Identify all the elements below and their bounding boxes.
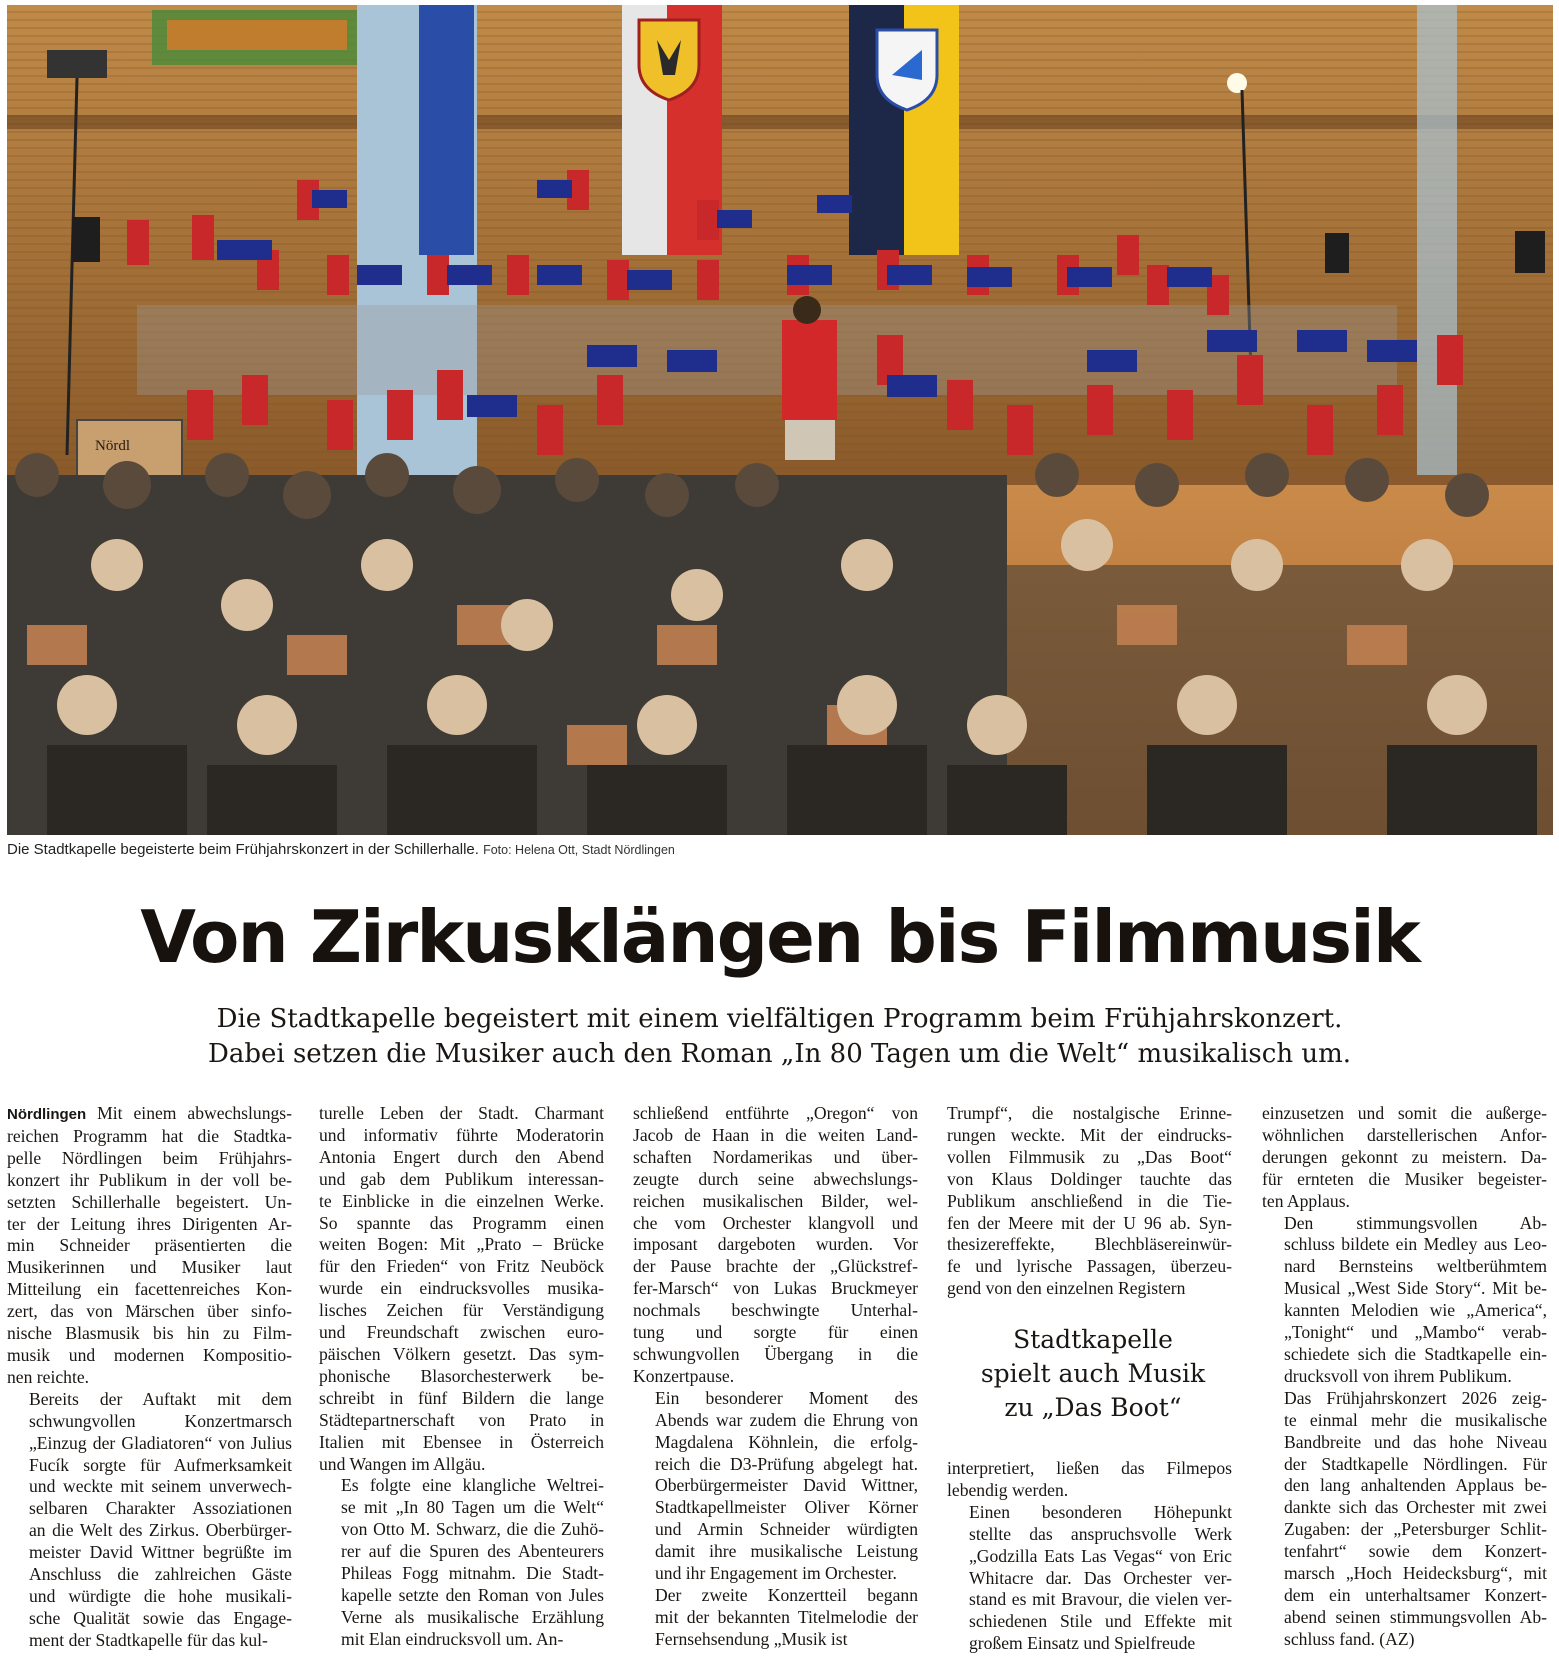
text-line: lebendig werden. bbox=[947, 1479, 1069, 1500]
text-line: stellte das anspruchsvolle Werk bbox=[969, 1523, 1232, 1544]
text-line: zert, das von Märschen über sinfo- bbox=[7, 1301, 292, 1322]
text-line: Den stimmungsvollen Ab- bbox=[1284, 1212, 1547, 1233]
stage-light bbox=[47, 50, 107, 78]
text-line: selbaren Charakter Assoziationen bbox=[29, 1498, 292, 1519]
text-line: für den Frieden“ von Fritz Neuböck bbox=[319, 1256, 604, 1277]
text-line: Whitacre dar. Das Orchester ver- bbox=[969, 1567, 1232, 1588]
text-line: reich die D3-Prüfung abgelegt hat. bbox=[655, 1453, 918, 1474]
text-line: tung und sorgte für einen bbox=[633, 1322, 918, 1343]
speaker-right bbox=[1515, 231, 1545, 273]
text-line: und informativ führte Moderatorin bbox=[319, 1124, 604, 1145]
concert-photo bbox=[7, 5, 1553, 835]
photo-credit: Foto: Helena Ott, Stadt Nördlingen bbox=[483, 843, 675, 857]
text-line: schiedete sich die Stadtkapelle ein- bbox=[1284, 1343, 1547, 1364]
text-line: „Einzug der Gladiatoren“ von Julius bbox=[29, 1432, 292, 1453]
text-line: Stadtkapellmeister Oliver Körner bbox=[655, 1497, 918, 1518]
text-line: schaften Nordamerikas und über- bbox=[633, 1146, 918, 1167]
text-line: nard Bernsteins weltberühmtem bbox=[1284, 1256, 1547, 1277]
text-line: Antonia Engert durch den Abend bbox=[319, 1146, 604, 1167]
text-line: schreibt in fünf Bildern die lange bbox=[319, 1387, 604, 1408]
text-line: von Otto M. Schwarz, die die Zuhö- bbox=[341, 1519, 604, 1540]
dateline: Nördlingen bbox=[7, 1106, 87, 1123]
text-line: meister David Wittner begrüßte im bbox=[29, 1542, 292, 1563]
text-line: se mit „In 80 Tagen um die Welt“ bbox=[341, 1497, 604, 1518]
text-line: Musikerinnen und Musiker laut bbox=[7, 1257, 292, 1278]
text-line: Italien mit Ebensee in Österreich bbox=[319, 1431, 604, 1452]
text-line: Verne als musikalische Erzählung bbox=[341, 1606, 604, 1627]
text-line: zeugte durch seine abwechslungs- bbox=[633, 1168, 918, 1189]
text-line: Städtepartnerschaft von Prato in bbox=[319, 1409, 604, 1430]
paragraph bbox=[7, 1103, 292, 1126]
text-line: vollen Filmmusik zu „Das Boot“ bbox=[947, 1146, 1232, 1167]
text-line: und Wangen im Allgäu. bbox=[319, 1453, 486, 1474]
text-line: pelle Nördlingen beim Frühjahrs- bbox=[7, 1147, 292, 1168]
text-line: großem Einsatz und Spielfreude bbox=[969, 1633, 1196, 1654]
text-line: weiten Bogen: Mit „Prato – Brücke bbox=[319, 1234, 604, 1255]
text-line: reichen musikalischen Bilder, wel- bbox=[633, 1190, 918, 1211]
article-column-5 bbox=[1262, 1103, 1547, 1651]
text-line: lisches Zeichen für Verständigung bbox=[319, 1300, 604, 1321]
text-line: Es folgte eine klangliche Weltrei- bbox=[341, 1475, 604, 1496]
text-line: Ein besonderer Moment des bbox=[655, 1387, 918, 1408]
text-line: und würdigte die hohe musikali- bbox=[29, 1585, 292, 1606]
text-line: Trumpf“, die nostalgische Erinne- bbox=[947, 1103, 1232, 1123]
text-line: der Pause brachte der „Glückstref- bbox=[633, 1256, 918, 1277]
text-line: und Armin Schneider würdigten bbox=[655, 1519, 918, 1540]
text-line: schluss bildete ein Medley aus Leo- bbox=[1284, 1234, 1547, 1255]
text-line: Einen besonderen Höhepunkt bbox=[969, 1501, 1232, 1522]
text-line: für ernteten die Musiker begeister- bbox=[1262, 1168, 1547, 1189]
text-line: dem ein unterhaltsamer Konzert- bbox=[1284, 1584, 1547, 1605]
paragraph bbox=[633, 1388, 918, 1585]
subhead-line: Dabei setzen die Musiker auch den Roman „In 80 Tagen um die Welt“ musikalisch um. bbox=[207, 1039, 1352, 1069]
text-line: der Stadtkapelle Nördlingen. Für bbox=[1284, 1453, 1547, 1474]
text-line: rer auf die Spuren des Abenteurers bbox=[341, 1541, 604, 1562]
article-column-4 bbox=[947, 1103, 1232, 1300]
text-line: turelle Leben der Stadt. Charmant bbox=[319, 1103, 604, 1123]
paragraph bbox=[947, 1502, 1232, 1655]
text-line: mit Elan eindrucksvoll um. An- bbox=[341, 1628, 564, 1649]
paragraph bbox=[633, 1103, 918, 1388]
text-line: an die Welt des Zirkus. Oberbürger- bbox=[29, 1520, 292, 1541]
text-line: Musical „West Side Story“. Mit be- bbox=[1284, 1278, 1547, 1299]
text-line: Anschluss die zahlreichen Gäste bbox=[29, 1564, 292, 1585]
text-line: den lang anhaltenden Applaus be- bbox=[1284, 1475, 1547, 1496]
text-line: drucksvoll von ihrem Publikum. bbox=[1284, 1365, 1512, 1386]
text-line: Magdalena Köhnlein, die erfolg- bbox=[655, 1431, 918, 1452]
paragraph bbox=[947, 1458, 1232, 1502]
text-line: abend seinen stimmungsvollen Ab- bbox=[1284, 1606, 1547, 1627]
paragraph bbox=[319, 1103, 604, 1475]
text-line: Bandbreite und das hohe Niveau bbox=[1284, 1431, 1547, 1452]
text-line: Der zweite Konzertteil begann bbox=[655, 1584, 918, 1605]
text-line: einzusetzen und somit die außerge- bbox=[1262, 1103, 1547, 1123]
text-line: Bereits der Auftakt mit dem bbox=[29, 1388, 292, 1409]
text-line: ten Applaus. bbox=[1262, 1190, 1350, 1211]
text-line: rungen weckte. Mit der eindrucks- bbox=[947, 1124, 1232, 1145]
text-line: kannten Melodien wie „America“, bbox=[1284, 1300, 1547, 1321]
text-line: von Klaus Doldinger tauchte das bbox=[947, 1168, 1232, 1189]
text-line: und Freundschaft zwischen euro- bbox=[319, 1322, 604, 1343]
paragraph bbox=[1262, 1213, 1547, 1388]
text-line: schiedenen Stile und Effekte mit bbox=[969, 1611, 1232, 1632]
text-line: mit der bekannten Titelmelodie der bbox=[655, 1606, 918, 1627]
stage-banner-text: Nördl bbox=[95, 438, 130, 454]
text-line: sche Qualität sowie das Engage- bbox=[29, 1607, 292, 1628]
paragraph bbox=[633, 1585, 918, 1651]
text-line: dankte sich das Orchester mit zwei bbox=[1284, 1497, 1547, 1518]
text-line: päischen Völkern gesetzt. Das sym- bbox=[319, 1343, 604, 1364]
speaker-left bbox=[72, 217, 100, 262]
text-line: interpretiert, ließen das Filmepos bbox=[947, 1458, 1232, 1478]
pull-quote-line: spielt auch Musik bbox=[980, 1359, 1206, 1388]
text-line: Fernsehsendung „Musik ist bbox=[655, 1628, 848, 1649]
paragraph bbox=[1262, 1388, 1547, 1651]
text-line: kapelle setzte den Roman von Jules bbox=[341, 1584, 604, 1605]
text-line: Publikum anschließend in die Tie- bbox=[947, 1190, 1232, 1211]
text-line: fen der Meere mit der U 96 ab. Syn- bbox=[947, 1212, 1232, 1233]
text-line: Das Frühjahrskonzert 2026 zeig- bbox=[1284, 1387, 1547, 1408]
text-line: schwungvollen Übergang in die bbox=[633, 1343, 918, 1364]
text-line: che vom Orchester klangvoll und bbox=[633, 1212, 918, 1233]
text-line: schwungvollen Konzertmarsch bbox=[29, 1410, 292, 1431]
text-line: te Einblicke in die einzelnen Werke. bbox=[319, 1190, 604, 1211]
text-line: nen reichte. bbox=[7, 1366, 90, 1387]
article-column-2 bbox=[319, 1103, 604, 1651]
pull-quote-line: zu „Das Boot“ bbox=[1004, 1393, 1182, 1422]
text-line: Jacob de Haan in die weiten Land- bbox=[633, 1124, 918, 1145]
text-line: derungen gekonnt zu meistern. Da- bbox=[1262, 1146, 1547, 1167]
conductor bbox=[782, 320, 837, 420]
flag-blue bbox=[419, 5, 474, 255]
text-line: setzten Schillerhalle begeistert. Un- bbox=[7, 1191, 292, 1212]
photo-caption bbox=[7, 841, 1553, 859]
text-line: Konzertpause. bbox=[633, 1365, 735, 1386]
paragraph bbox=[7, 1126, 292, 1389]
text-line: Zugaben: der „Petersburger Schlit- bbox=[1284, 1519, 1547, 1540]
text-line: wöhnlichen darstellerischen Anfor- bbox=[1262, 1124, 1547, 1145]
text-line: min Schneider präsentierten die bbox=[7, 1235, 292, 1256]
text-line: Mitteilung ein facettenreiches Kon- bbox=[7, 1279, 292, 1300]
text-line: schluss fand. (AZ) bbox=[1284, 1628, 1415, 1649]
text-line: und gab dem Publikum interessan- bbox=[319, 1168, 604, 1189]
text-line: fe und lyrische Passagen, überzeu- bbox=[947, 1256, 1232, 1277]
text-line: marsch „Hoch Heidecksburg“, mit bbox=[1284, 1563, 1547, 1584]
text-line: imposant dargeboten wurden. Vor bbox=[633, 1234, 918, 1255]
text-line: und ihr Engagement im Orchester. bbox=[655, 1563, 897, 1584]
paragraph bbox=[319, 1475, 604, 1650]
text-line: stand es mit Bravour, die vielen ver- bbox=[969, 1589, 1232, 1610]
text-line: schließend entführte „Oregon“ von bbox=[633, 1103, 918, 1123]
text-line: fer-Marsch“ von Lukas Bruckmeyer bbox=[633, 1278, 918, 1299]
pull-quote bbox=[948, 1323, 1238, 1425]
pull-quote-line: Stadtkapelle bbox=[1013, 1325, 1173, 1354]
text-line: thesizereffekte, Blechbläsereinwür- bbox=[947, 1234, 1232, 1255]
text-line: nische Blasmusik bis hin zu Film- bbox=[7, 1323, 292, 1344]
article-column-3 bbox=[633, 1103, 918, 1651]
text-line: te einmal mehr die musikalische bbox=[1284, 1409, 1547, 1430]
paragraph bbox=[947, 1103, 1232, 1300]
text-line: musik und modernen Kompositio- bbox=[7, 1344, 292, 1365]
text-line: gend von den einzelnen Registern bbox=[947, 1278, 1186, 1299]
text-line: „Tonight“ und „Mambo“ verab- bbox=[1284, 1322, 1547, 1343]
article-column-1 bbox=[7, 1103, 292, 1652]
text-line: So spannte das Programm einen bbox=[319, 1212, 604, 1233]
text-line: tenfahrt“ sowie dem Konzert- bbox=[1284, 1541, 1547, 1562]
text-line: phonische Blasorchesterwerk be- bbox=[319, 1365, 604, 1386]
text-line: Phileas Fogg mitnahm. Die Stadt- bbox=[341, 1563, 604, 1584]
text-line: konzert ihr Publikum in der voll be- bbox=[7, 1169, 292, 1190]
text-line: Nördlingen Mit einem abwechslungs- bbox=[7, 1103, 292, 1123]
text-line: wurde ein eindrucksvolles musika- bbox=[319, 1278, 604, 1299]
paragraph bbox=[7, 1389, 292, 1652]
text-line: nochmals beschwingte Unterhal- bbox=[633, 1300, 918, 1321]
subhead-line: Die Stadtkapelle begeistert mit einem vielfältigen Programm beim Frühjahrskonzert. bbox=[216, 1004, 1343, 1034]
text-line: ter der Leitung ihres Dirigenten Ar- bbox=[7, 1213, 292, 1234]
text-line: ment der Stadtkapelle für das kul- bbox=[29, 1629, 268, 1650]
text-line: und weckte mit seinem unverwech- bbox=[29, 1476, 292, 1497]
paragraph bbox=[1262, 1103, 1547, 1213]
article-headline: Von Zirkusklängen bis Filmmusik bbox=[140, 895, 1419, 979]
concert-photo-illustration bbox=[7, 5, 1553, 835]
article-subhead bbox=[0, 1002, 1559, 1072]
text-line: Abends war zudem die Ehrung von bbox=[655, 1409, 918, 1430]
text-line: Fucík sorgte für Aufmerksamkeit bbox=[29, 1454, 292, 1475]
text-line: Oberbürgermeister David Wittner, bbox=[655, 1475, 918, 1496]
caption-text: Die Stadtkapelle begeisterte beim Frühjahrskonzert in der Schillerhalle. bbox=[7, 841, 479, 858]
text-line: „Godzilla Eats Las Vegas“ von Eric bbox=[969, 1545, 1232, 1566]
text-line: damit ihre musikalische Leistung bbox=[655, 1541, 918, 1562]
text-line: reichen Programm hat die Stadtka- bbox=[7, 1125, 292, 1146]
article-column-4-continued bbox=[947, 1458, 1232, 1655]
